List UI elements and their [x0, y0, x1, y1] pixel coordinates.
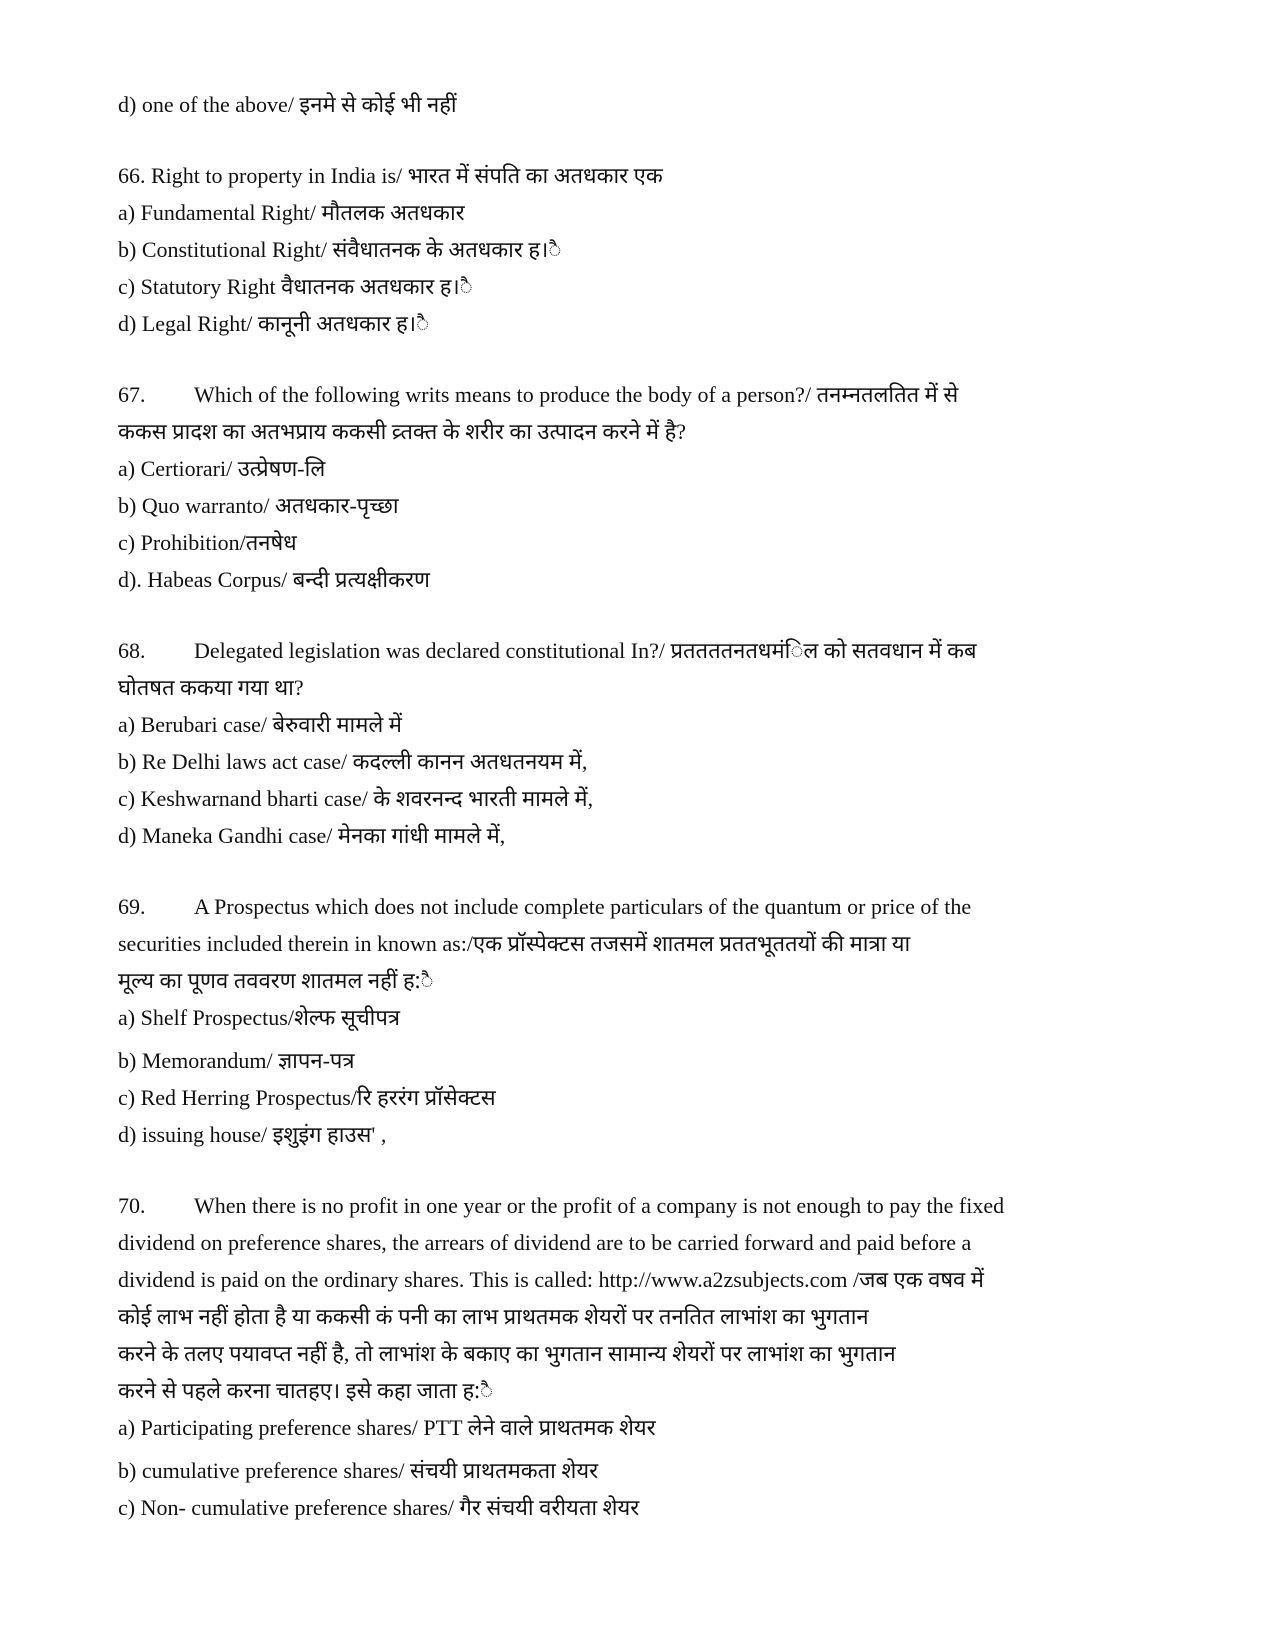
q67-option-a: a) Certiorari/ उत्प्रेषण-लि — [118, 456, 326, 481]
q66-number: 66. — [118, 163, 146, 188]
q68-question-text-1: Delegated legislation was declared constitutional In?/ प्रततततनतधमंिल को सतवधान में कब — [194, 638, 977, 663]
q66-option-d: d) Legal Right/ कानूनी अतधकार ह।ै — [118, 311, 430, 336]
q70-number: 70. — [118, 1193, 146, 1218]
q66-option-b: b) Constitutional Right/ संवैधातनक के अतधकार ह।ै — [118, 237, 562, 262]
q70-question-line3: dividend is paid on the ordinary shares. This is called: http://www.a2zsubjects.com /जब एक वषव में — [118, 1267, 984, 1292]
q68-option-d: d) Maneka Gandhi case/ मेनका गांधी मामले में, — [118, 823, 506, 848]
q67-option-c: c) Prohibition/तनषेध — [118, 530, 297, 555]
q69-question-line3: मूल्य का पूणव तववरण शातमल नहीं ह:ै — [118, 968, 434, 993]
q70-question-line5: करने के तलए पयावप्त नहीं है, तो लाभांश के बकाए का भुगतान सामान्य शेयरों पर लाभांश का भुगतान — [118, 1341, 896, 1366]
spacer — [118, 123, 1178, 157]
q68-option-c: c) Keshwarnand bharti case/ के शवरनन्द भारती मामले में, — [118, 786, 594, 811]
q66-option-a: a) Fundamental Right/ मौतलक अतधकार — [118, 200, 465, 225]
q67-option-b: b) Quo warranto/ अतधकार-पृच्छा — [118, 493, 399, 518]
q67-question-line1 — [118, 376, 1178, 413]
q68-question-line1 — [118, 632, 1178, 669]
q70-question-line2: dividend on preference shares, the arrears of dividend are to be carried forward and paid before a — [118, 1230, 972, 1255]
q70-question-text-1: When there is no profit in one year or the profit of a company is not enough to pay the fixed — [194, 1193, 1005, 1218]
q66-option-c: c) Statutory Right वैधातनक अतधकार ह।ै — [118, 274, 473, 299]
q69-question-text-1: A Prospectus which does not include complete particulars of the quantum or price of the — [194, 894, 972, 919]
q68-number: 68. — [118, 638, 146, 663]
spacer — [118, 342, 1178, 376]
spacer — [118, 598, 1178, 632]
q69-option-a: a) Shelf Prospectus/शेल्फ सूचीपत्र — [118, 1005, 401, 1030]
spacer — [118, 854, 1178, 888]
q69-option-b: b) Memorandum/ ज्ञापन-पत्र — [118, 1048, 355, 1073]
q70-question-line4: कोई लाभ नहीं होता है या ककसी कं पनी का लाभ प्राथतमक शेयरों पर तनतित लाभांश का भुगतान — [118, 1304, 869, 1329]
spacer — [118, 1153, 1178, 1187]
q66-question — [118, 157, 1178, 194]
document-page — [118, 86, 1178, 1526]
q67-question-line2: ककस प्रादश का अतभप्राय ककसी व्र्तक्त के शरीर का उत्पादन करने में है? — [118, 419, 687, 444]
q69-option-c: c) Red Herring Prospectus/रि हररंग प्रॉसेक्टस — [118, 1085, 496, 1110]
q68-option-b: b) Re Delhi laws act case/ कदल्ली कानन अतधतनयम में, — [118, 749, 588, 774]
q69-question-line2: securities included therein in known as:/एक प्रॉस्पेक्टस तजसमें शातमल प्रततभूततयों की मात्रा या — [118, 931, 911, 956]
q68-question-line2: घोतषत ककया गया था? — [118, 675, 304, 700]
q69-option-d: d) issuing house/ इशुइंग हाउस' , — [118, 1122, 387, 1147]
q69-question-line1 — [118, 888, 1178, 925]
q67-question-text-1: Which of the following writs means to produce the body of a person?/ तनम्नतलतित में से — [194, 382, 959, 407]
q69-number: 69. — [118, 894, 146, 919]
q70-question-line1 — [118, 1187, 1178, 1224]
q68-option-a: a) Berubari case/ बेरुवारी मामले में — [118, 712, 402, 737]
q70-option-b: b) cumulative preference shares/ संचयी प्राथतमकता शेयर — [118, 1458, 599, 1483]
q65-option-d: d) one of the above/ इनमे से कोई भी नहीं — [118, 92, 457, 117]
q70-question-line6: करने से पहले करना चातहए। इसे कहा जाता ह:ै — [118, 1378, 494, 1403]
q66-question-text: Right to property in India is/ भारत में संपति का अतधकार एक — [151, 163, 663, 188]
q70-option-a: a) Participating preference shares/ PTT लेने वाले प्राथतमक शेयर — [118, 1415, 656, 1440]
q70-option-c: c) Non- cumulative preference shares/ गैर संचयी वरीयता शेयर — [118, 1495, 640, 1520]
q67-option-d: d). Habeas Corpus/ बन्दी प्रत्यक्षीकरण — [118, 567, 430, 592]
q67-number: 67. — [118, 382, 146, 407]
